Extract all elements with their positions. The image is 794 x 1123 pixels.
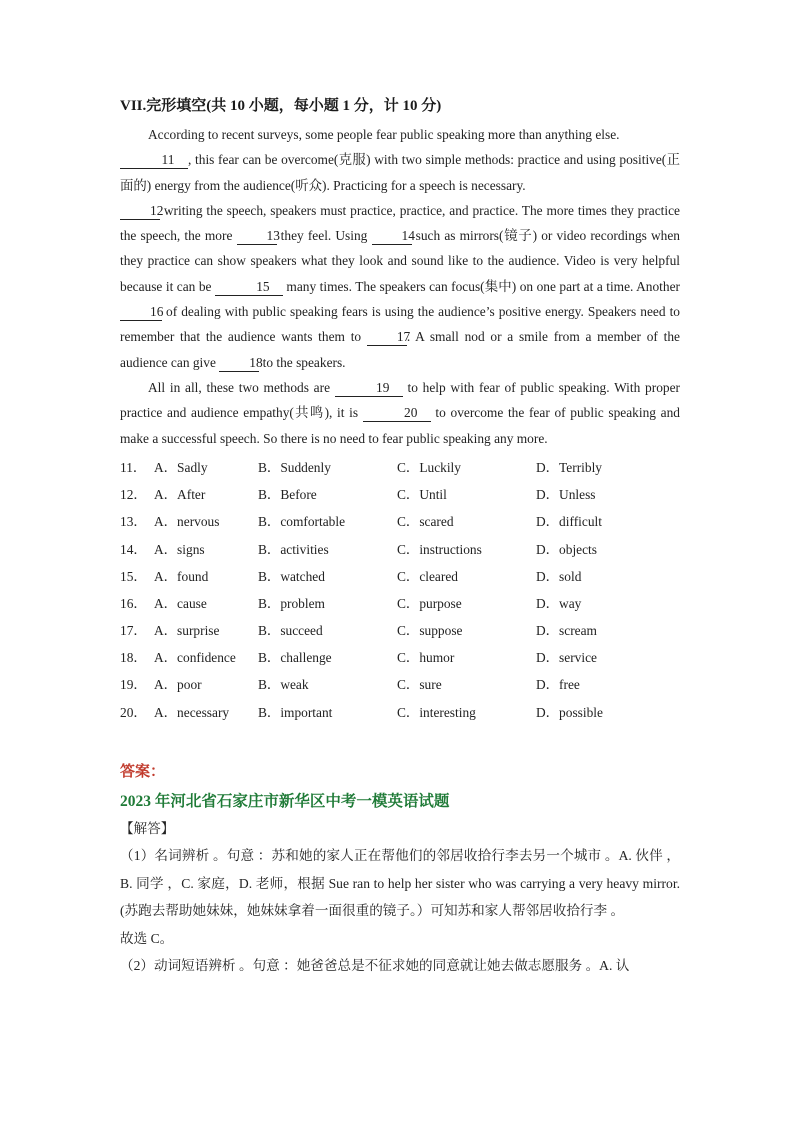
- options-list: [120, 453, 680, 725]
- option-d: D．possible: [536, 704, 603, 720]
- option-b: B．challenge: [258, 650, 332, 666]
- blank-16: 16: [120, 304, 162, 321]
- option-b: B．important: [258, 704, 333, 720]
- option-a: A．confidence: [154, 650, 236, 666]
- cloze-passage: [120, 122, 680, 451]
- explanation: [120, 815, 680, 980]
- blank-13: 13: [237, 228, 277, 245]
- option-row: 15． A．found B．watched C．cleared D．sold: [120, 562, 680, 589]
- option-d: D．sold: [536, 568, 582, 584]
- option-c: C．scared: [397, 514, 454, 530]
- blank-14: 14: [372, 228, 412, 245]
- option-b: B．comfortable: [258, 514, 346, 530]
- option-d: D．Terribly: [536, 459, 602, 475]
- option-a: A．poor: [154, 677, 202, 693]
- option-d: D．Unless: [536, 487, 596, 503]
- option-b: B．succeed: [258, 623, 323, 639]
- explanation-item-1: （1）名词辨析 。句意 ：苏和她的家人正在帮他们的邻居收拾行李去另一个城市 。A. 伙伴 ，B. 同学 ，C. 家庭，D. 老师，根据 Sue ran to help her sister who was carrying a very heavy mirror. (苏跑去帮助她妹妹，她妹妹拿着一面很重的镜子。）可知苏和家人帮邻居收拾行李 。: [120, 848, 680, 919]
- option-a: A．After: [154, 487, 206, 503]
- option-d: D．scream: [536, 623, 597, 639]
- option-row: 19． A．poor B．weak C．sure D．free: [120, 670, 680, 697]
- option-c: C．suppose: [397, 623, 463, 639]
- option-a: A．Sadly: [154, 459, 208, 475]
- option-c: C．purpose: [397, 595, 462, 611]
- option-b: B．Before: [258, 487, 317, 503]
- option-a: A．nervous: [154, 514, 220, 530]
- option-c: C．cleared: [397, 568, 458, 584]
- option-c: C．instructions: [397, 541, 482, 557]
- option-b: B．activities: [258, 541, 329, 557]
- option-c: C．Until: [397, 487, 447, 503]
- source-title: 2023 年河北省石家庄市新华区中考一模英语试题: [120, 792, 450, 810]
- option-row: 16． A．cause B．problem C．purpose D．way: [120, 589, 680, 616]
- option-b: B．Suddenly: [258, 459, 331, 475]
- option-d: D．service: [536, 650, 597, 666]
- option-a: A．necessary: [154, 704, 230, 720]
- option-a: A．surprise: [154, 623, 220, 639]
- option-c: C．interesting: [397, 704, 476, 720]
- option-d: D．free: [536, 677, 580, 693]
- option-b: B．weak: [258, 677, 309, 693]
- section-title: VII.完形填空(共 10 小题，每小题 1 分，计 10 分): [120, 98, 442, 114]
- option-row: 17． A．surprise B．succeed C．suppose D．scream: [120, 616, 680, 643]
- option-a: A．found: [154, 568, 209, 584]
- explanation-item-1-answer: 故选 C。: [120, 930, 174, 946]
- answer-label: 答案：: [120, 763, 166, 780]
- document-page: [120, 96, 680, 980]
- option-d: D．objects: [536, 541, 597, 557]
- option-c: C．Luckily: [397, 459, 461, 475]
- option-a: A．signs: [154, 541, 205, 557]
- option-row: 14． A．signs B．activities C．instructions D．objects: [120, 534, 680, 561]
- option-row: 13． A．nervous B．comfortable C．scared D．difficult: [120, 507, 680, 534]
- option-a: A．cause: [154, 595, 207, 611]
- option-row: 12． A．After B．Before C．Until D．Unless: [120, 480, 680, 507]
- option-c: C．sure: [397, 677, 442, 693]
- option-d: D．way: [536, 595, 582, 611]
- option-b: B．problem: [258, 595, 325, 611]
- passage-paragraph-2: All in all, these two methods are 19 to help with fear of public speaking. With proper practice and audience empathy(共鸣), it is 20 to overcome the fear of public speaking and make a successful speech. So there is no need to fear public speaking any more.: [120, 379, 680, 446]
- option-row: 18． A．confidence B．challenge C．humor D．service: [120, 643, 680, 670]
- explanation-item-2: （2）动词短语辨析 。句意 ：她爸爸总是不征求她的同意就让她去做志愿服务 。A. 认: [120, 958, 630, 974]
- passage-paragraph-1: According to recent surveys, some people fear public speaking more than anything else. 11 , this fear can be overcome(克服) with two simple methods: practice and using positive(正面的) energy from the audience(听众). Practicing for a speech is necessary. 12 writing the speech, speakers must practice, practice, and practice. The more times they practice the speech, the more 13 they feel. Using 14 such as mirrors(镜子) or video recordings when they practice can show speakers what they look and sound like to the audience. Video is very helpful because it can be 15 many times. The speakers can focus(集中) on one part at a time. Another 16 of dealing with public speaking fears is using the audience’s positive energy. Speakers need to remember that the audience wants them to 17. A small nod or a smile from a member of the audience can give 18 to the speakers.: [120, 127, 680, 370]
- option-d: D．difficult: [536, 514, 602, 530]
- option-c: C．humor: [397, 650, 455, 666]
- blank-12: 12: [120, 203, 160, 220]
- option-row: 20． A．necessary B．important C．interesting D．possible: [120, 698, 680, 725]
- blank-18: 18: [219, 355, 259, 372]
- option-b: B．watched: [258, 568, 325, 584]
- blank-11: 11: [120, 152, 188, 169]
- blank-17: 17: [367, 329, 407, 346]
- explanation-heading: 【解答】: [120, 820, 175, 836]
- blank-15: 15: [215, 279, 283, 296]
- blank-20: 20: [363, 405, 431, 422]
- option-row: 11． A．Sadly B．Suddenly C．Luckily D．Terribly: [120, 453, 680, 480]
- blank-19: 19: [335, 380, 403, 397]
